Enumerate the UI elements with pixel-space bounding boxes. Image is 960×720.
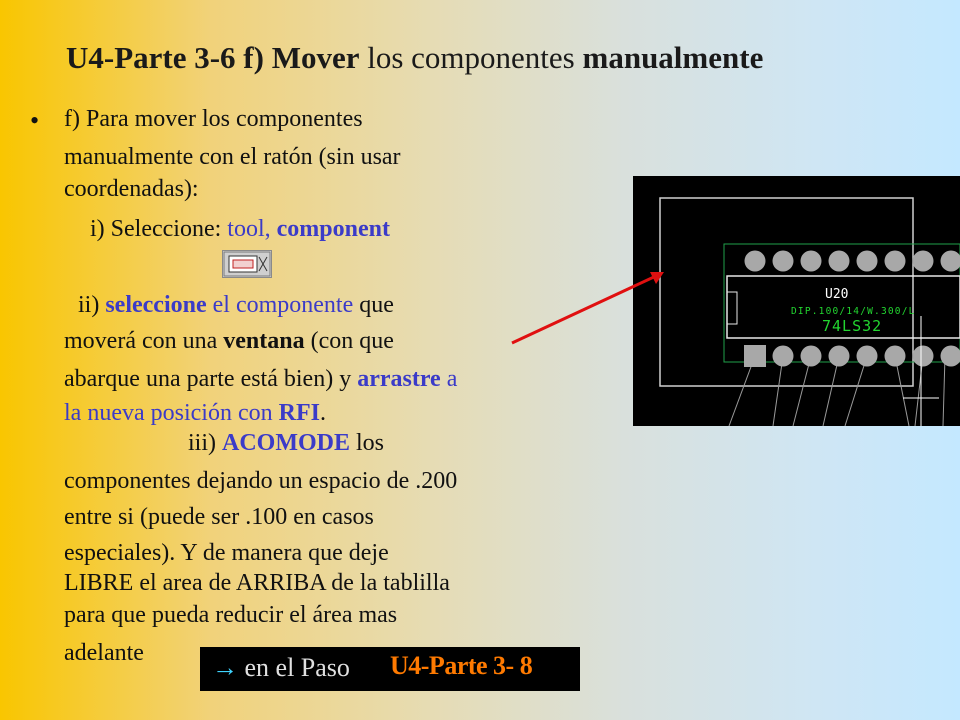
step-ii-line4 — [64, 398, 326, 428]
step-ii-l2c: (con que — [304, 328, 394, 354]
next-step-ref: U4-Parte 3- 8 — [390, 651, 533, 680]
step-iii-los: los — [350, 430, 385, 456]
step-iii-line2: componentes dejando un espacio de .200 — [64, 468, 458, 494]
step-ii-prefix: ii) — [78, 292, 106, 318]
bottom-pads — [744, 345, 960, 367]
step-iii-prefix: iii) — [188, 430, 222, 456]
pcb-drawing — [633, 176, 960, 426]
pcb-part-label: 74LS32 — [822, 317, 883, 335]
title-mover: Mover — [271, 40, 360, 75]
step-i-tool: tool, — [227, 216, 277, 242]
step-iii-line5: LIBRE el area de ARRIBA de la tablilla — [64, 570, 450, 596]
step-i-line — [90, 214, 390, 244]
step-iii-line6: para que pueda reducir el área mas — [64, 602, 398, 628]
component-tool-icon — [222, 250, 272, 278]
step-ii-l2a: moverá con una — [64, 328, 224, 354]
next-step-box — [200, 647, 580, 691]
step-ii-l3a: abarque una parte está bien) y — [64, 366, 358, 392]
step-ii-seleccione: seleccione — [105, 292, 207, 318]
pcb-footprint-label: DIP.100/14/W.300/L — [791, 306, 916, 317]
slide-title — [66, 40, 946, 76]
next-step-label: en el Paso — [238, 653, 350, 682]
step-iii-line3: entre si (puede ser .100 en casos — [64, 504, 374, 530]
step-ii-line2 — [64, 326, 394, 356]
para1-line3: coordenadas): — [64, 176, 199, 202]
title-manual: manualmente — [582, 40, 764, 75]
step-ii-l4a: la nueva posición con — [64, 400, 279, 426]
title-los: los componentes — [359, 40, 583, 75]
right-arrow-icon: → — [212, 653, 238, 682]
step-iii-line4: especiales). Y de manera que deje — [64, 540, 389, 566]
step-ii-rfi: RFI — [278, 400, 320, 426]
step-ii-l3c: a — [440, 366, 458, 392]
step-iii-line1 — [188, 428, 384, 458]
step-ii-arrastre: arrastre — [357, 366, 441, 392]
step-ii-que: que — [359, 292, 394, 318]
step-ii-componente: el componente — [206, 292, 360, 318]
step-ii-line1 — [78, 290, 394, 320]
step-i-component: component — [276, 216, 390, 242]
step-i-prefix: i) Seleccione: — [90, 216, 228, 242]
step-ii-ventana: ventana — [223, 328, 305, 354]
pcb-screenshot — [633, 176, 960, 426]
step-iii-line7: adelante — [64, 640, 144, 666]
para1-line2: manualmente con el ratón (sin usar — [64, 144, 401, 170]
step-ii-line3 — [64, 364, 457, 394]
bullet-point: • — [30, 106, 40, 135]
pcb-ref-label: U20 — [825, 287, 849, 302]
next-step-text — [212, 653, 350, 683]
step-ii-l4c: . — [319, 400, 326, 426]
para1-line1: f) Para mover los componentes — [64, 106, 363, 132]
step-iii-acomode: ACOMODE — [222, 430, 350, 456]
top-pads — [745, 251, 960, 272]
title-part1: U4-Parte 3-6 f) — [66, 40, 272, 75]
